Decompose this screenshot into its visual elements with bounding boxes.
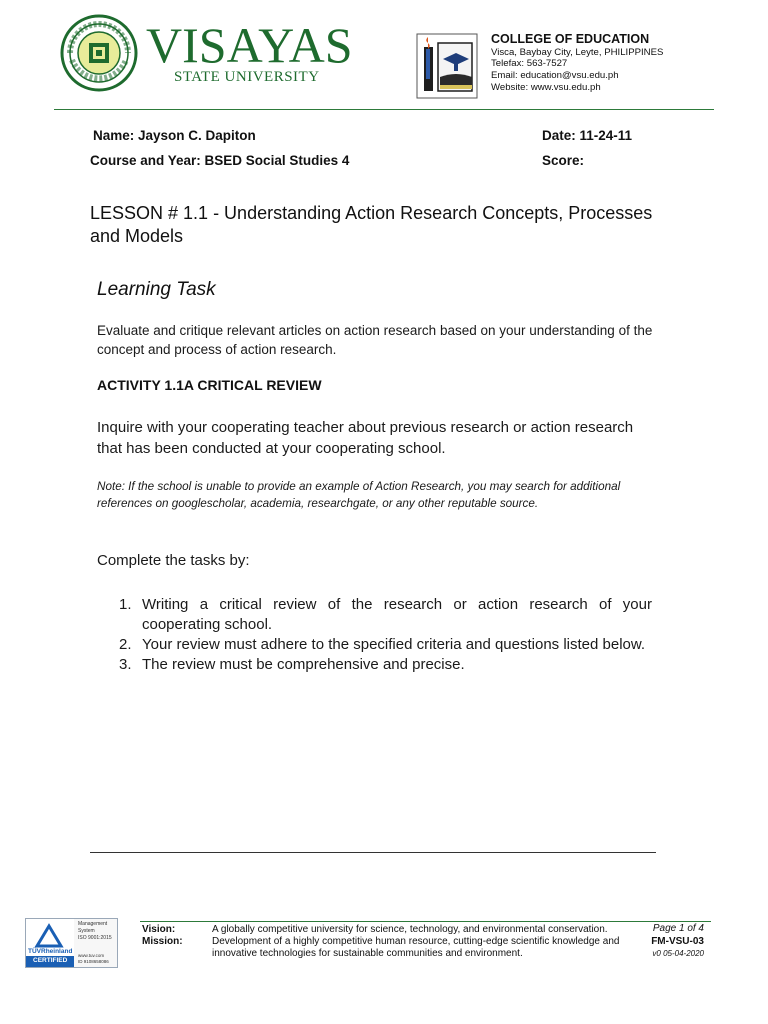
complete-tasks-label: Complete the tasks by: bbox=[97, 552, 250, 569]
list-item-text: The review must be comprehensive and precise. bbox=[142, 656, 465, 673]
list-item-number: 2. bbox=[119, 636, 132, 653]
university-subtitle: STATE UNIVERSITY bbox=[174, 69, 320, 85]
college-title: COLLEGE OF EDUCATION bbox=[491, 32, 650, 46]
list-item bbox=[97, 635, 652, 655]
task-list bbox=[97, 595, 652, 675]
cert-line: www.tuv.com bbox=[78, 953, 105, 958]
cert-line: ID 9108658086 bbox=[78, 959, 109, 964]
college-website: Website: www.vsu.edu.ph bbox=[491, 82, 601, 93]
cert-line: System bbox=[78, 928, 95, 934]
university-name: VISAYAS bbox=[146, 17, 353, 73]
university-seal-icon bbox=[60, 14, 138, 92]
cert-label: CERTIFIED bbox=[33, 957, 68, 964]
college-email: Email: education@vsu.edu.ph bbox=[491, 70, 619, 81]
mission-text: Development of a highly competitive human resource, cutting-edge scientific knowledge and innovative technologies for sustainable communities and environment. bbox=[212, 936, 620, 959]
vision-text: A globally competitive university for science, technology, and environmental conservation. bbox=[212, 924, 608, 935]
list-item bbox=[97, 655, 652, 675]
list-item-text: Your review must adhere to the specified criteria and questions listed below. bbox=[142, 636, 646, 653]
form-version: v0 05-04-2020 bbox=[652, 949, 704, 958]
activity-heading: ACTIVITY 1.1A CRITICAL REVIEW bbox=[97, 377, 322, 393]
college-address: Visca, Baybay City, Leyte, PHILIPPINES bbox=[491, 47, 664, 58]
cert-brand: TÜVRheinland bbox=[28, 948, 73, 955]
form-code: FM-VSU-03 bbox=[651, 936, 704, 947]
inquire-paragraph: Inquire with your cooperating teacher about previous research or action research that has been conducted at your cooperating school. bbox=[97, 419, 634, 457]
date-field: Date: 11-24-11 bbox=[542, 128, 633, 143]
task-intro: Evaluate and critique relevant articles on action research based on your understanding of the concept and process of action research. bbox=[97, 323, 653, 357]
tuv-certification-icon bbox=[25, 918, 118, 968]
lesson-title: LESSON # 1.1 - Understanding Action Research Concepts, Processes and Models bbox=[90, 203, 653, 246]
list-item-number: 3. bbox=[119, 656, 132, 673]
header-divider bbox=[54, 109, 714, 110]
college-telefax: Telefax: 563-7527 bbox=[491, 58, 568, 69]
college-logo-icon bbox=[416, 33, 478, 99]
course-year: Course and Year: BSED Social Studies 4 bbox=[90, 153, 350, 168]
vision-label: Vision: bbox=[142, 924, 176, 935]
list-item-number: 1. bbox=[119, 596, 132, 613]
student-name: Name: Jayson C. Dapiton bbox=[93, 128, 256, 143]
list-item-text: Writing a critical review of the research or action research of your cooperating school. bbox=[142, 596, 652, 633]
mission-label: Mission: bbox=[142, 936, 183, 947]
content-divider bbox=[90, 852, 656, 853]
footer-divider bbox=[140, 921, 711, 922]
note-paragraph: Note: If the school is unable to provide an example of Action Research, you may search for additional references on googlescholar, academia, researchgate, or any other reputable source. bbox=[97, 480, 621, 510]
cert-line: Management bbox=[78, 921, 108, 927]
list-item bbox=[97, 595, 652, 635]
cert-line: ISO 9001:2015 bbox=[78, 935, 112, 941]
score-field: Score: bbox=[542, 153, 585, 168]
learning-task-heading: Learning Task bbox=[97, 279, 216, 300]
page-number: Page 1 of 4 bbox=[652, 923, 704, 934]
